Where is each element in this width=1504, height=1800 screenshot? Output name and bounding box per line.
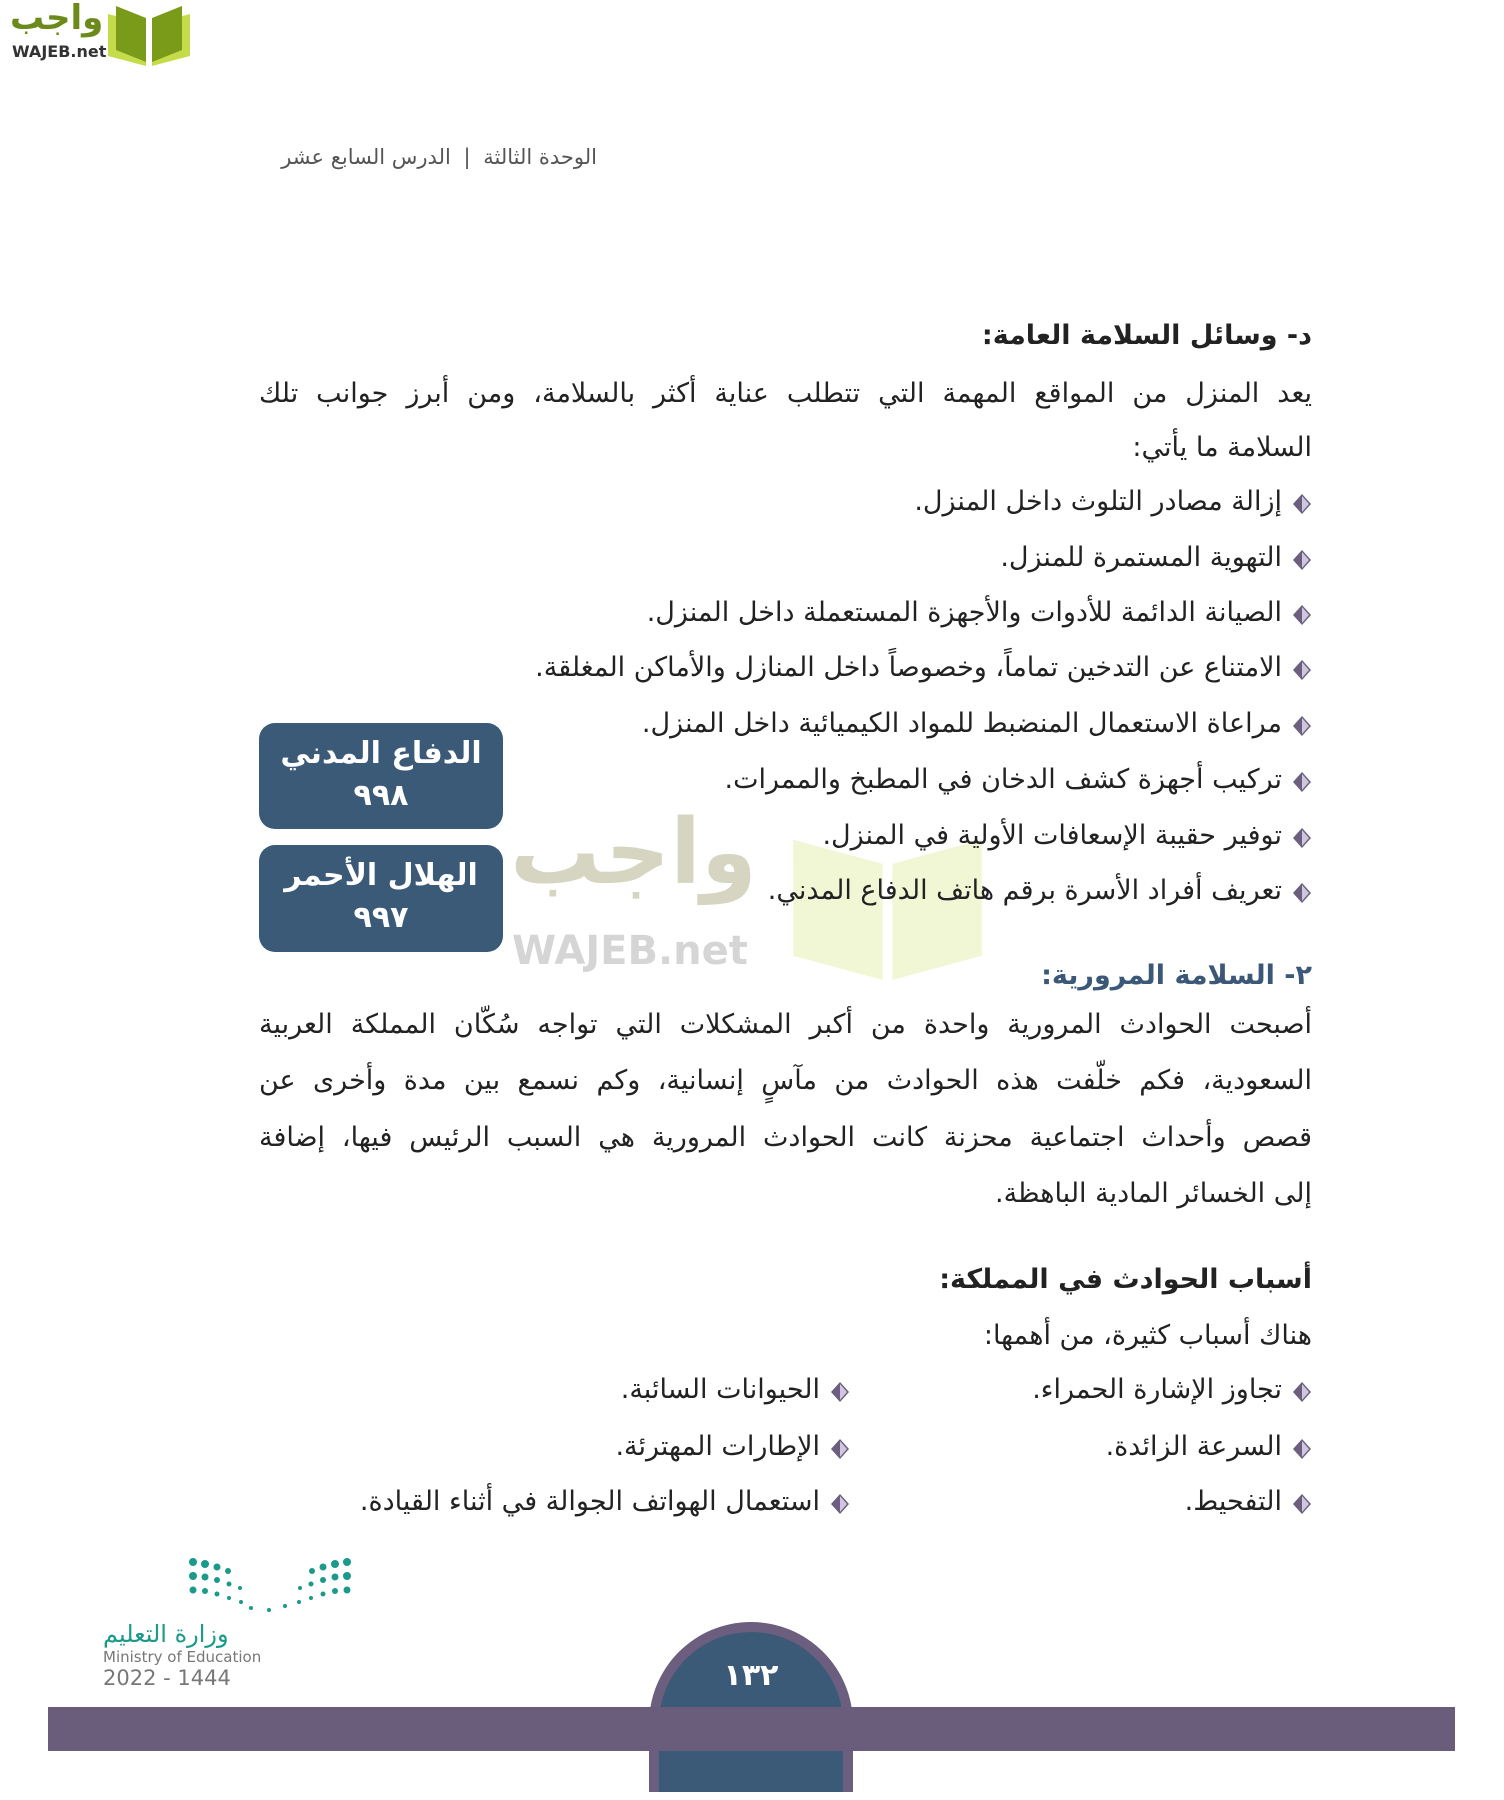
logo-latin: WAJEB.net [12, 42, 107, 61]
ministry-emblem-icon [185, 1556, 355, 1612]
civil-defense-label: الدفاع المدني [280, 736, 482, 771]
wajeb-logo [10, 0, 190, 68]
red-crescent-number: ٩٩٧ [353, 900, 409, 935]
cause-item [615, 1427, 850, 1467]
safety-bullet-item [647, 593, 1312, 633]
safety-bullet-item [1000, 538, 1312, 578]
safety-bullet-item [725, 760, 1313, 800]
running-header [281, 145, 597, 169]
footer-bar [48, 1707, 1455, 1751]
bullet-text: الامتناع عن التدخين تماماً، وخصوصاً داخل المنازل والأماكن المغلقة. [535, 652, 1282, 683]
diamond-bullet-icon [830, 1438, 850, 1458]
ministry-name-ar: وزارة التعليم [103, 1620, 229, 1648]
bullet-text: تجاوز الإشارة الحمراء. [1032, 1374, 1282, 1405]
bullet-text: إزالة مصادر التلوث داخل المنزل. [914, 486, 1282, 517]
diamond-bullet-icon [1292, 1493, 1312, 1513]
watermark-latin: WAJEB.net [512, 928, 748, 974]
section-2-paragraph-line: السعودية، فكم خلّفت هذه الحوادث من مآسٍ إنسانية، وكم نسمع بين مدة وأخرى عن [259, 1065, 1312, 1096]
cause-item [1106, 1427, 1312, 1467]
lesson-label: الدرس السابع عشر [281, 145, 451, 169]
diamond-bullet-icon [1292, 604, 1312, 624]
section-d-intro-line: السلامة ما يأتي: [1132, 432, 1312, 463]
causes-intro: هناك أسباب كثيرة، من أهمها: [983, 1320, 1312, 1351]
watermark-arabic: واجب [510, 800, 757, 905]
cause-item [1032, 1370, 1312, 1410]
diamond-bullet-icon [1292, 882, 1312, 902]
page-number: ١٣٢ [659, 1632, 843, 1792]
book-icon [106, 4, 192, 66]
diamond-bullet-icon [1292, 715, 1312, 735]
bullet-text: التهوية المستمرة للمنزل. [1000, 542, 1282, 573]
bullet-text: تركيب أجهزة كشف الدخان في المطبخ والممرات. [724, 764, 1282, 795]
civil-defense-box [259, 723, 503, 829]
bullet-text: تعريف أفراد الأسرة برقم هاتف الدفاع المدني. [767, 875, 1282, 906]
unit-label: الوحدة الثالثة [483, 145, 597, 169]
diamond-bullet-icon [830, 1381, 850, 1401]
bullet-text: السرعة الزائدة. [1105, 1431, 1282, 1462]
safety-bullet-item [822, 816, 1312, 856]
ministry-logo [103, 1556, 283, 1690]
safety-bullet-item [768, 871, 1312, 911]
section-2-paragraph-line: قصص وأحداث اجتماعية محزنة كانت الحوادث المرورية هي السبب الرئيس فيها، إضافة [259, 1122, 1312, 1153]
causes-title: أسباب الحوادث في المملكة: [939, 1264, 1312, 1295]
safety-bullet-item [535, 648, 1312, 688]
diamond-bullet-icon [1292, 1381, 1312, 1401]
diamond-bullet-icon [1292, 659, 1312, 679]
diamond-bullet-icon [1292, 827, 1312, 847]
safety-bullet-item [914, 482, 1312, 522]
bullet-text: الصيانة الدائمة للأدوات والأجهزة المستعملة داخل المنزل. [646, 597, 1282, 628]
diamond-bullet-icon [1292, 1438, 1312, 1458]
section-d-intro-line: يعد المنزل من المواقع المهمة التي تتطلب عناية أكثر بالسلامة، ومن أبرز جوانب تلك [259, 378, 1312, 409]
red-crescent-box [259, 845, 503, 952]
safety-bullet-item [642, 704, 1312, 744]
bullet-text: الحيوانات السائبة. [620, 1374, 820, 1405]
bullet-text: استعمال الهواتف الجوالة في أثناء القيادة. [359, 1486, 820, 1517]
ministry-name-en: Ministry of Education [103, 1648, 262, 1666]
diamond-bullet-icon [830, 1493, 850, 1513]
civil-defense-number: ٩٩٨ [353, 778, 409, 813]
edition-year: 2022 - 1444 [103, 1666, 231, 1690]
bullet-text: توفير حقيبة الإسعافات الأولية في المنزل. [822, 820, 1282, 851]
diamond-bullet-icon [1292, 493, 1312, 513]
cause-item [360, 1482, 850, 1522]
header-separator: | [463, 145, 471, 169]
section-2-title: ٢- السلامة المرورية: [1041, 960, 1312, 991]
bullet-text: مراعاة الاستعمال المنضبط للمواد الكيميائية داخل المنزل. [641, 708, 1282, 739]
bullet-text: التفحيط. [1184, 1486, 1282, 1517]
section-2-paragraph-line: أصبحت الحوادث المرورية واحدة من أكبر المشكلات التي تواجه سُكّان المملكة العربية [259, 1009, 1312, 1040]
diamond-bullet-icon [1292, 549, 1312, 569]
diamond-bullet-icon [1292, 771, 1312, 791]
red-crescent-label: الهلال الأحمر [284, 858, 478, 893]
logo-arabic: واجب [10, 0, 104, 38]
cause-item [621, 1370, 850, 1410]
bullet-text: الإطارات المهترئة. [615, 1431, 820, 1462]
section-d-title: د- وسائل السلامة العامة: [981, 320, 1312, 351]
cause-item [1185, 1482, 1312, 1522]
section-2-paragraph-line: إلى الخسائر المادية الباهظة. [995, 1178, 1312, 1209]
